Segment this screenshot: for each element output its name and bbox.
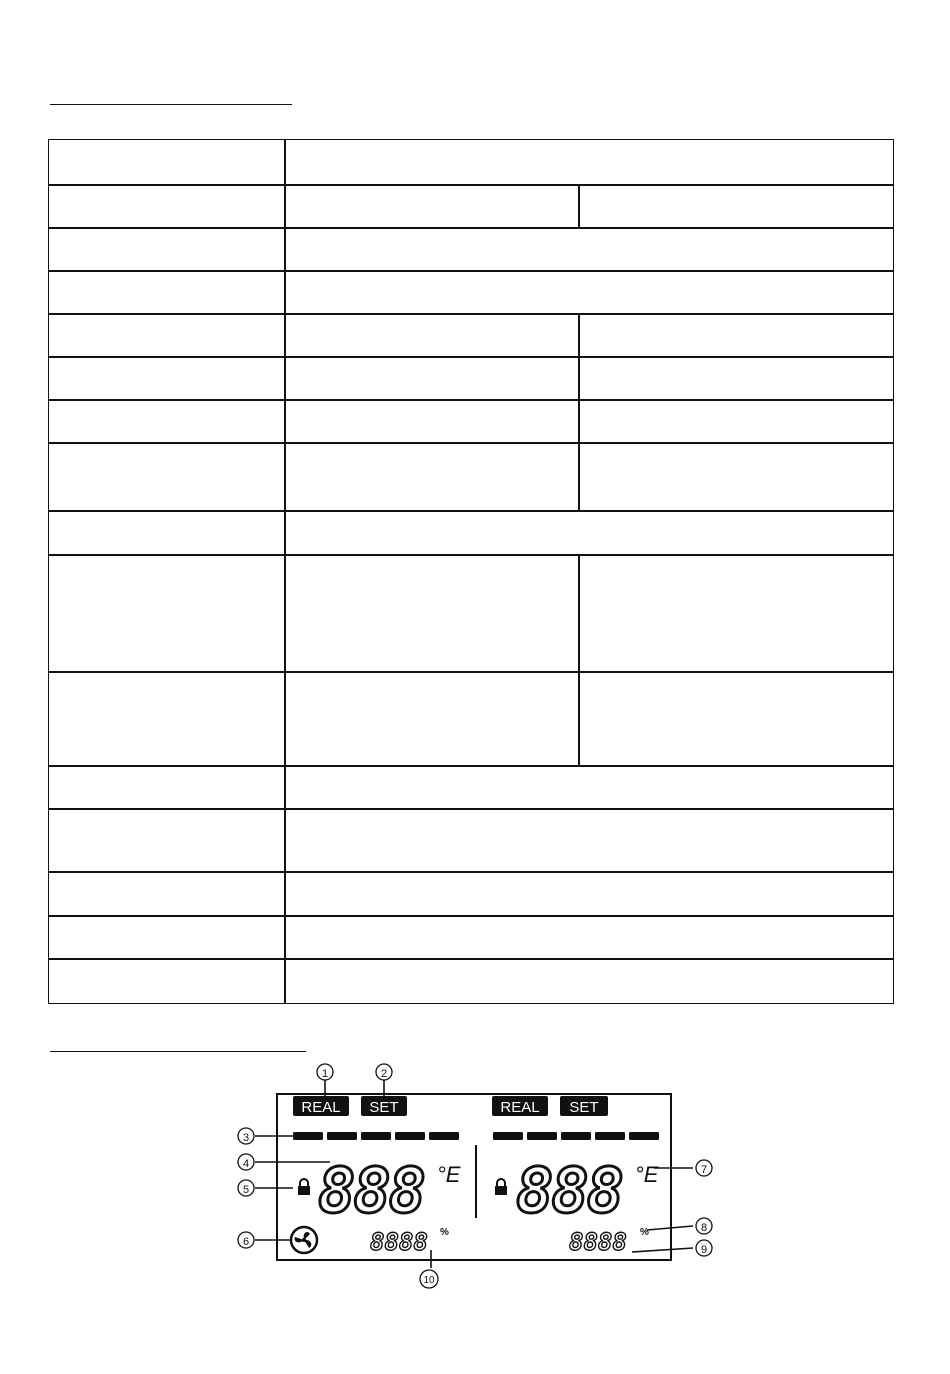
- segment-bars-left: [293, 1132, 459, 1140]
- segment-bar: [429, 1132, 459, 1140]
- temperature-unit-right: °E: [635, 1162, 659, 1187]
- callout-1: [317, 1064, 333, 1080]
- temperature-unit-left: °E: [437, 1162, 461, 1187]
- secondary-digits-right: 8888: [569, 1228, 627, 1256]
- svg-text:SET: SET: [569, 1099, 599, 1116]
- set-badge-right: [560, 1096, 608, 1116]
- segment-bar: [629, 1132, 659, 1140]
- segment-bar: [293, 1132, 323, 1140]
- segment-bar: [493, 1132, 523, 1140]
- svg-text:REAL: REAL: [301, 1099, 341, 1116]
- temperature-digits-right: 888: [516, 1154, 622, 1227]
- segment-bar: [327, 1132, 357, 1140]
- segment-bar: [395, 1132, 425, 1140]
- callout-10: [420, 1270, 438, 1288]
- svg-text:1: 1: [321, 1068, 329, 1080]
- callout-4: [238, 1154, 254, 1170]
- svg-text:SET: SET: [369, 1099, 399, 1116]
- segment-bars-right: [493, 1132, 659, 1140]
- segment-bar: [595, 1132, 625, 1140]
- lock-icon: [495, 1179, 507, 1195]
- callout-5: [238, 1180, 254, 1196]
- callout-3: [238, 1128, 254, 1144]
- percent-symbol-right: %: [640, 1227, 649, 1238]
- temperature-digits-left: 888: [318, 1154, 424, 1227]
- segment-bar: [361, 1132, 391, 1140]
- svg-text:3: 3: [242, 1132, 250, 1144]
- secondary-digits-left: 8888: [370, 1228, 428, 1256]
- svg-text:2: 2: [380, 1068, 388, 1080]
- percent-symbol-left: %: [440, 1227, 449, 1238]
- svg-text:5: 5: [242, 1184, 250, 1196]
- callout-7: [696, 1160, 712, 1176]
- segment-bar: [561, 1132, 591, 1140]
- callout-6: [238, 1232, 254, 1248]
- lock-icon: [298, 1179, 310, 1195]
- callout-2: [376, 1064, 392, 1080]
- callout-8: [696, 1218, 712, 1234]
- svg-text:9: 9: [700, 1244, 708, 1256]
- svg-text:REAL: REAL: [500, 1099, 540, 1116]
- real-badge-left: [293, 1096, 349, 1116]
- fan-icon: [291, 1227, 317, 1253]
- svg-text:10: 10: [423, 1275, 435, 1286]
- set-badge-left: [361, 1096, 407, 1116]
- callout-9: [696, 1240, 712, 1256]
- svg-text:8: 8: [700, 1222, 708, 1234]
- svg-text:6: 6: [242, 1236, 250, 1248]
- segment-bar: [527, 1132, 557, 1140]
- svg-text:4: 4: [242, 1158, 250, 1170]
- svg-text:7: 7: [700, 1164, 708, 1176]
- real-badge-right: [492, 1096, 548, 1116]
